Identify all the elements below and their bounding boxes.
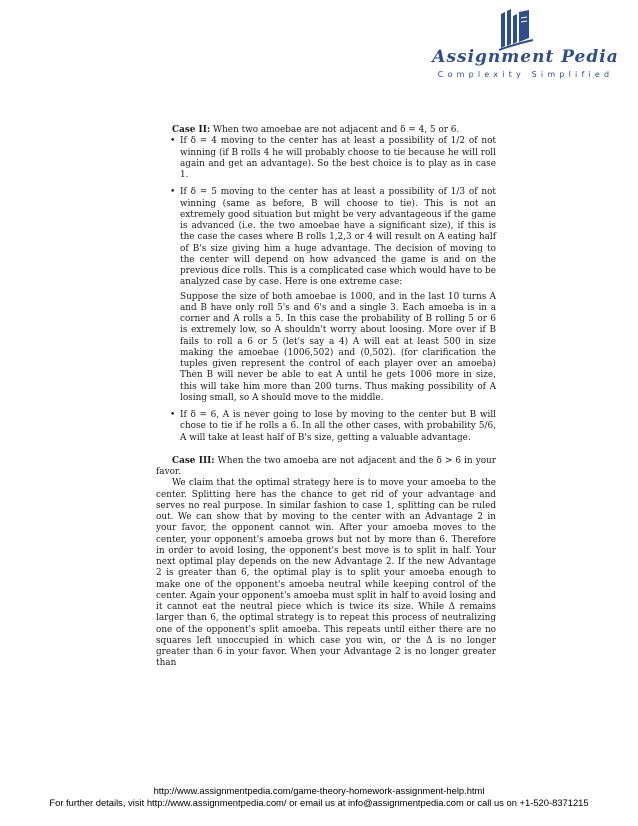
list-item: [156, 410, 496, 444]
document-body: [156, 125, 496, 670]
extreme-case-paragraph: Suppose the size of both amoebae is 1000, and in the last 10 turns A and B have only roll 5's and 6's and a single 3. Each amoeba is in a corner and A rolls a 5. In this case the probability of B rolling 5 or 6 is extremely low, so A shouldn't worry about loosing. More over if B fails to roll a 6 or 5 (let's say a 4) A will eat at least 500 in size making the amoebae (1006,502) and (0,502). (for clarification the tuples given represent the control of each player over an amoeba) Then B will never be able to eat A until he gets 1006 more in size, this will take him more than 200 turns. Thus making possibility of A losing small, so A should move to the middle.: [180, 291, 496, 403]
logo-title: Assignment Pedia: [432, 47, 619, 67]
case-3-heading: [156, 456, 496, 479]
bullet-text-delta-6: If δ = 6, A is never going to lose by moving to the center but B will chose to tie if he rolls a 6. In all the other cases, with probability 5/6, A will take at least half of B's size, getting a valuable advantage.: [180, 410, 496, 443]
bullet-text-delta-4: If δ = 4 moving to the center has at least a possibility of 1/2 of not winning (if B rolls 4 he will probably choose to tie because he will roll again and get an advantage). So the best choice is to play as in case 1.: [180, 136, 496, 180]
case-2-bullet-list: [156, 136, 496, 444]
bullet-text-delta-5: If δ = 5 moving to the center has at least a possibility of 1/3 of not winning (same as before, B will choose to tie). This is not an extremely good situation but might be very advantageous if the game is advanced (i.e. the two amoebae have a significant size), if this is the case the cases where B rolls 1,2,3 or 4 will result on A eating half of B's size giving him a huge advantage. The decision of moving to the center will depend on how advanced the game is and on the previous dice rolls. This is a complicated case which would have to be analyzed case by case. Here is one extreme case:: [180, 187, 496, 288]
case-2-intro: When two amoebae are not adjacent and δ = 4, 5 or 6.: [212, 125, 460, 135]
footer-url[interactable]: http://www.assignmentpedia.com/game-theory-homework-assignment-help.html: [153, 785, 485, 796]
case-3-paragraph: We claim that the optimal strategy here is to move your amoeba to the center. Splitting here has the chance to get rid of your advantage and serves no real purpose. In similar fashion to case 1, splitting can be ruled out. We can show that by moving to the center with an Advantage 2 in your favor, the opponent cannot win. After your amoeba moves to the center, your opponent's amoeba grows but not by more than 6. Therefore in order to avoid losing, the opponent's best move is to split in half. Your next optimal play depends on the new Advantage 2. If the new Advantage 2 is greater than 6, the optimal play is to split your amoeba enough to make one of the opponent's amoeba neutral while keeping control of the center. Again your opponent's amoeba must split in half to avoid losing and it cannot eat the neutral piece which is twice its size. While Δ remains larger than 6, the optimal strategy is to repeat this process of neutralizing one of the opponent's split amoeba. This repeats until either there are no squares left unoccupied in which case you win, or the Δ is no longer greater than 6 in your favor. When your Advantage 2 is no longer greater than: [156, 478, 496, 669]
page-footer: [0, 785, 638, 810]
footer-contact: For further details, visit http://www.assignmentpedia.com/ or email us at info@assignmentpedia.com or call us on +1-520-8371215: [49, 797, 589, 809]
list-item: [156, 136, 496, 181]
assignment-pedia-logo: [423, 6, 628, 86]
case-2-heading: [156, 125, 496, 136]
case-2-label: Case II:: [172, 125, 211, 135]
logo-tagline: Complexity Simplified: [437, 70, 614, 79]
list-item: [156, 187, 496, 404]
case-3-label: Case III:: [172, 455, 215, 466]
case-3-intro: When the two amoeba are not adjacent and the δ > 6 in your favor.: [156, 455, 497, 477]
books-logo-icon: [495, 8, 535, 52]
